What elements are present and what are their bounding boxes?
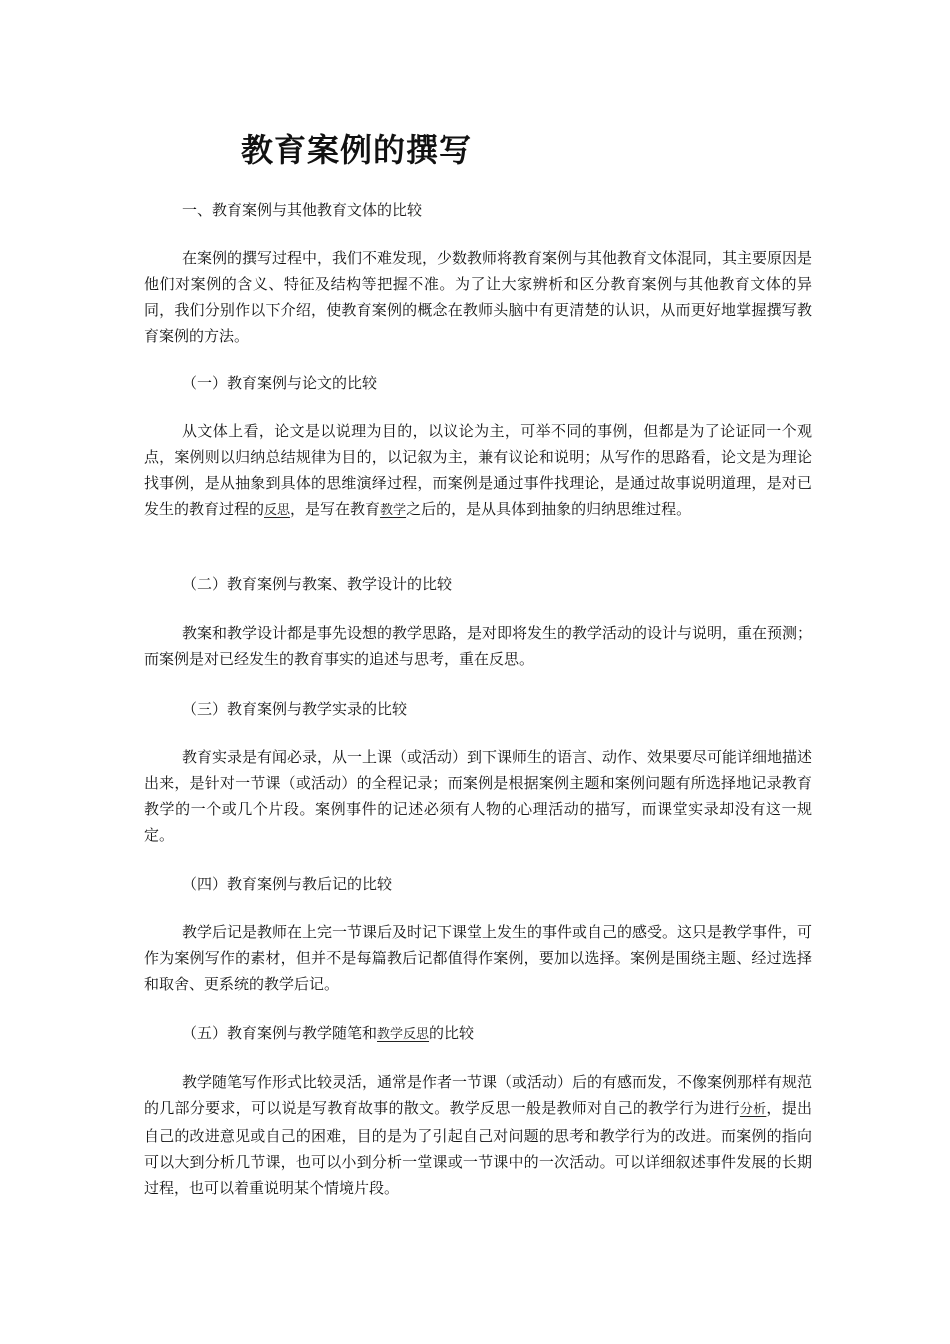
paragraph-text: 从文体上看，论文是以说理为目的，以议论为主，可举不同的事例，但都是为了论证同一个观点，案例则以归纳总结规律为目的，以记叙为主，兼有议论和说明；从写作的思路看，论文是为理论找事例，是从抽象到具体的思维演绎过程，而案例是通过事件找理论，是通过故事说明道理，是对已发生的教育过程的 xyxy=(144,422,812,518)
link-teaching[interactable]: 教学 xyxy=(380,503,407,518)
heading-text: （五）教育案例与教学随笔和 xyxy=(182,1024,378,1042)
section-paragraph-2 xyxy=(144,418,812,524)
section-paragraph-5: 教学后记是教师在上完一节课后及时记下课堂上发生的事件或自己的感受。这只是教学事件，可作为案例写作的素材，但并不是每篇教后记都值得作案例，要加以选择。案例是围绕主题、经过选择和取舍、更系统的教学后记。 xyxy=(144,923,813,993)
paragraph-text: 之后的，是从具体到抽象的归纳思维过程。 xyxy=(406,500,692,518)
paragraph-text: ，是写在教育 xyxy=(290,500,381,518)
paragraph-text: 教学随笔写作形式比较灵活，通常是作者一节课（或活动）后的有感而发，不像案例那样有规范的几部分要求，可以说是写教育故事的散文。教学反思一般是教师对自己的教学行为进行 xyxy=(144,1073,813,1117)
link-teaching-reflection[interactable]: 教学反思 xyxy=(377,1027,430,1042)
link-reflection[interactable]: 反思 xyxy=(264,503,291,518)
section-paragraph-3: 教案和教学设计都是事先设想的教学思路，是对即将发生的教学活动的设计与说明，重在预测；而案例是对已经发生的教育事实的追述与思考，重在反思。 xyxy=(144,624,813,668)
document-title: 教育案例的撰写 xyxy=(241,131,473,169)
link-analysis[interactable]: 分析 xyxy=(739,1102,767,1117)
heading-text: 的比较 xyxy=(429,1024,475,1042)
section-heading-2: （一）教育案例与论文的比较 xyxy=(182,374,378,392)
section-heading-6 xyxy=(182,1020,474,1048)
section-heading-1: 一、教育案例与其他教育文体的比较 xyxy=(182,201,423,219)
section-paragraph-6 xyxy=(144,1069,812,1201)
section-heading-4: （三）教育案例与教学实录的比较 xyxy=(182,700,408,718)
section-heading-3: （二）教育案例与教案、教学设计的比较 xyxy=(182,575,453,593)
section-paragraph-1: 在案例的撰写过程中，我们不难发现，少数教师将教育案例与其他教育文体混同，其主要原因是他们对案例的含义、特征及结构等把握不准。为了让大家辨析和区分教育案例与其他教育文体的异同，我们分别作以下介绍，使教育案例的概念在教师头脑中有更清楚的认识，从而更好地掌握撰写教育案例的方法。 xyxy=(144,249,813,345)
paragraph-text: ，提出自己的改进意见或自己的困难，目的是为了引起自己对问题的思考和教学行为的改进。而案例的指向可以大到分析几节课，也可以小到分析一堂课或一节课中的一次活动。可以详细叙述事件发展的长期过程，也可以着重说明某个情境片段。 xyxy=(144,1099,812,1197)
section-heading-5: （四）教育案例与教后记的比较 xyxy=(182,875,393,893)
section-paragraph-4: 教育实录是有闻必录，从一上课（或活动）到下课师生的语言、动作、效果要尽可能详细地描述出来，是针对一节课（或活动）的全程记录；而案例是根据案例主题和案例问题有所选择地记录教育教学的一个或几个片段。案例事件的记述必须有人物的心理活动的描写，而课堂实录却没有这一规定。 xyxy=(144,748,813,844)
